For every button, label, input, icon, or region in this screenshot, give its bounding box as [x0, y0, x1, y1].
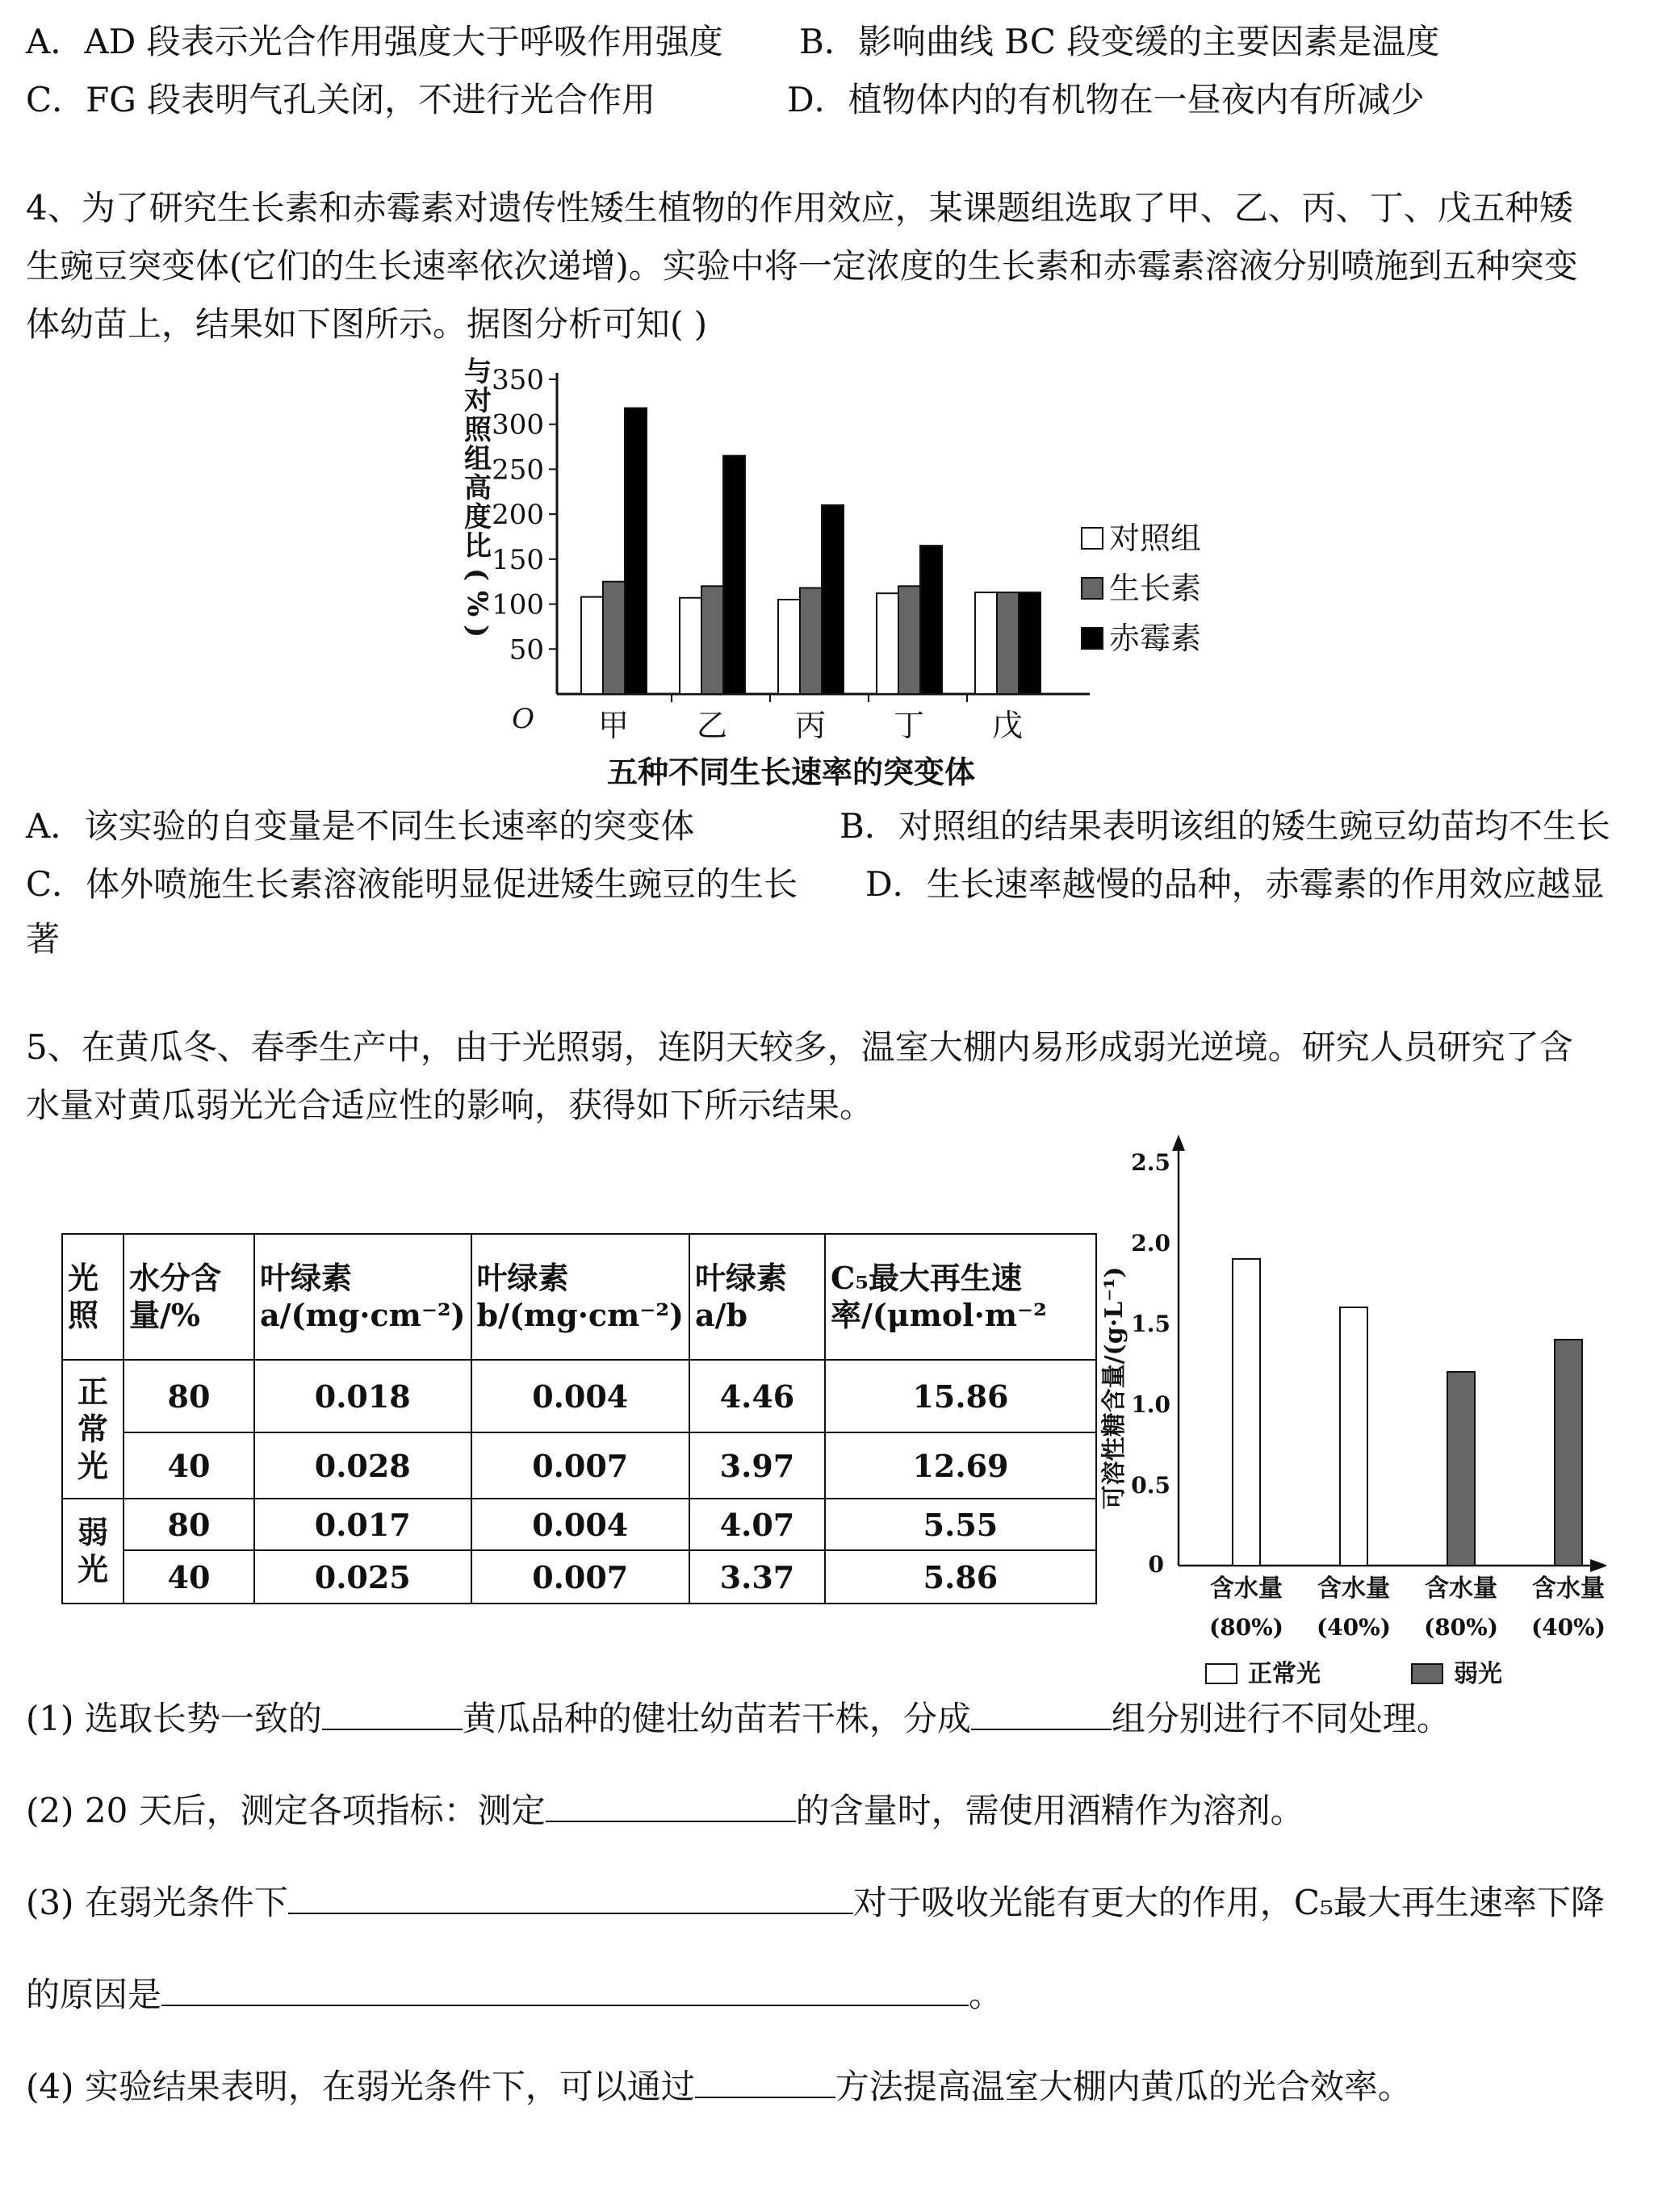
q4-option-a: A．该实验的自变量是不同生长速率的突变体	[26, 806, 695, 846]
q4-stem-line-3: 体幼苗上，结果如下图所示。据图分析可知( )	[26, 304, 708, 344]
x-axis-label: 五种不同生长速率的突变体	[606, 754, 976, 790]
y-axis-label-char: 对	[464, 385, 492, 417]
q5-stem-line-2: 水量对黄瓜弱光光合适应性的影响，获得如下所示结果。	[26, 1085, 874, 1125]
x-tick-label-sub: (80%)	[1208, 1614, 1284, 1641]
table-cell: 0.025	[254, 1550, 471, 1604]
y-tick-label: 200	[492, 499, 544, 532]
table-cell: 0.007	[471, 1550, 689, 1604]
q5-sub-4-text-b: 方法提高温室大棚内黄瓜的光合效率。	[835, 2067, 1412, 2106]
y-tick-label: 0.5	[1131, 1472, 1170, 1499]
q5-sub-3-text-a: (3) 在弱光条件下	[26, 1883, 288, 1922]
q5-sub-1-blank-2[interactable]	[971, 1696, 1112, 1730]
chlorophyll-data-table	[61, 1233, 1097, 1604]
q5-sub-3-text-b: 对于吸收光能有更大的作用，C₅最大再生速率下降	[852, 1883, 1605, 1922]
legend-swatch-赤霉素	[1082, 628, 1103, 649]
q5-sub-1-text-b: 黄瓜品种的健壮幼苗若干株，分成	[462, 1699, 971, 1738]
table-cell: 15.86	[825, 1360, 1096, 1432]
y-tick-label: 300	[492, 408, 544, 441]
bar-生长素	[898, 586, 920, 694]
bar-生长素	[997, 592, 1019, 694]
y-axis-label: 可溶性糖含量/(g·L⁻¹)	[1100, 1266, 1128, 1510]
x-tick-label-sub: (40%)	[1316, 1614, 1392, 1641]
x-axis-arrow	[1590, 1559, 1606, 1572]
q5-sub-3-blank-2[interactable]	[161, 1972, 969, 2006]
x-tick-label: 丁	[893, 708, 925, 743]
header-light: 光照	[62, 1234, 124, 1360]
bar-生长素	[603, 582, 625, 694]
x-tick-label: 含水量	[1532, 1574, 1605, 1603]
table-cell: 40	[124, 1550, 254, 1604]
q5-sub-1	[26, 1696, 1451, 1740]
q5-sub-1-blank-1[interactable]	[322, 1696, 463, 1730]
q5-sub-1-text-a: (1) 选取长势一致的	[26, 1699, 322, 1738]
bar-赤霉素	[822, 505, 844, 694]
q4-option-d-continued: 著	[26, 919, 61, 959]
table-cell: 80	[124, 1499, 254, 1550]
legend-label-弱光: 弱光	[1454, 1660, 1502, 1688]
legend-label-生长素: 生长素	[1109, 571, 1202, 606]
table-cell: 4.46	[689, 1360, 825, 1432]
x-tick-label: 含水量	[1317, 1574, 1390, 1603]
table-cell: 5.86	[825, 1550, 1096, 1604]
legend-swatch-正常光	[1206, 1664, 1237, 1683]
q5-sub-3-text-c: 的原因是	[26, 1975, 162, 2014]
x-tick-label: 丙	[794, 708, 827, 743]
y-axis-label-char: 比	[464, 530, 492, 562]
table-cell: 0.004	[471, 1360, 689, 1432]
q5-sub-4-text-a: (4) 实验结果表明，在弱光条件下，可以通过	[26, 2067, 695, 2106]
y-axis-arrow	[1172, 1135, 1185, 1151]
y-axis-label-char: )	[461, 624, 493, 638]
table-cell: 0.018	[254, 1360, 471, 1432]
header-water-content: 水分含量/%	[124, 1234, 254, 1360]
bar-赤霉素	[723, 456, 745, 694]
legend-label-对照组: 对照组	[1109, 521, 1202, 556]
bar	[1233, 1259, 1260, 1566]
x-tick-label-sub: (80%)	[1423, 1614, 1499, 1641]
header-chlorophyll-b: 叶绿素b/(mg·cm⁻²)	[471, 1234, 689, 1360]
y-tick-label: 250	[492, 454, 544, 487]
legend-swatch-生长素	[1082, 578, 1103, 599]
q4-stem-line-1: 4、为了研究生长素和赤霉素对遗传性矮生植物的作用效应，某课题组选取了甲、乙、丙、丁、戊五种矮	[26, 188, 1573, 228]
q5-sub-2	[26, 1788, 1304, 1832]
table-cell: 4.07	[689, 1499, 825, 1550]
y-axis-label-char: %	[461, 590, 493, 617]
x-tick-label-sub: (40%)	[1530, 1614, 1606, 1641]
table-row	[62, 1432, 1096, 1499]
q5-sub-2-text-a: (2) 20 天后，测定各项指标：测定	[26, 1791, 546, 1830]
legend-label-正常光: 正常光	[1248, 1660, 1321, 1688]
table-cell: 12.69	[825, 1432, 1096, 1499]
y-axis-label-char: 与	[464, 356, 492, 388]
bar-对照组	[975, 592, 997, 694]
x-tick-label: 甲	[597, 708, 630, 743]
bar-赤霉素	[1019, 592, 1040, 694]
q3-option-b: B．影响曲线 BC 段变缓的主要因素是温度	[799, 22, 1440, 61]
y-tick-label: 100	[492, 588, 544, 621]
table-cell: 0.004	[471, 1499, 689, 1550]
y-axis-label-char: 组	[464, 443, 492, 475]
q4-option-b: B．对照组的结果表明该组的矮生豌豆幼苗均不生长	[840, 806, 1610, 846]
table-cell: 0.028	[254, 1432, 471, 1499]
legend-label-赤霉素: 赤霉素	[1109, 621, 1202, 656]
y-tick-label: 1.5	[1131, 1311, 1170, 1337]
table-cell: 0.007	[471, 1432, 689, 1499]
y-axis-label-char: 照	[464, 414, 492, 446]
bar-赤霉素	[625, 408, 647, 694]
q3-option-c: C．FG 段表明气孔关闭，不进行光合作用	[26, 80, 656, 119]
q5-sub-3-text-d: 。	[969, 1975, 1003, 2014]
x-tick-label: 戊	[991, 708, 1024, 743]
bar	[1447, 1372, 1475, 1566]
q5-sub-4	[26, 2064, 1412, 2108]
x-tick-label: 含水量	[1425, 1574, 1497, 1603]
q4-stem-line-2: 生豌豆突变体(它们的生长速率依次递增)。实验中将一定浓度的生长素和赤霉素溶液分别喷施到五种突变	[26, 246, 1578, 286]
q5-stem-line-1: 5、在黄瓜冬、春季生产中，由于光照弱，连阴天较多，温室大棚内易形成弱光逆境。研究人员研究了含	[26, 1027, 1573, 1067]
table-cell: 3.37	[689, 1550, 825, 1604]
table-cell: 80	[124, 1360, 254, 1432]
bar-赤霉素	[920, 546, 942, 694]
y-axis-label-char: 度	[464, 501, 492, 533]
q5-sub-2-blank[interactable]	[546, 1788, 796, 1822]
origin-label: 0	[1148, 1551, 1164, 1578]
bar-对照组	[877, 593, 898, 694]
x-tick-label: 乙	[696, 708, 728, 743]
q5-sub-2-text-b: 的含量时，需使用酒精作为溶剂。	[795, 1791, 1304, 1830]
bar-对照组	[778, 600, 800, 694]
q3-option-d: D．植物体内的有机物在一昼夜内有所减少	[787, 80, 1425, 119]
header-c5-regeneration-rate: C₅最大再生速率/(μmol·m⁻²	[825, 1234, 1096, 1360]
header-chlorophyll-a: 叶绿素a/(mg·cm⁻²)	[254, 1234, 471, 1360]
q4-option-d: D．生长速率越慢的品种，赤霉素的作用效应越显	[865, 864, 1605, 904]
table-row	[62, 1550, 1096, 1604]
legend-swatch-弱光	[1412, 1664, 1442, 1683]
bar	[1555, 1340, 1582, 1566]
q5-sub-3	[26, 1880, 1605, 1924]
bar	[1340, 1307, 1367, 1566]
soluble-sugar-bar-chart	[1090, 1130, 1606, 1711]
group-normal-light: 正常光	[62, 1360, 124, 1499]
table-cell: 3.97	[689, 1432, 825, 1499]
bar-生长素	[800, 588, 822, 694]
x-tick-label: 含水量	[1210, 1574, 1283, 1603]
y-tick-label: 2.0	[1131, 1230, 1170, 1257]
q5-sub-3-blank-1[interactable]	[288, 1880, 853, 1914]
y-axis-label-char: (	[461, 567, 493, 582]
q4-option-c: C．体外喷施生长素溶液能明显促进矮生豌豆的生长	[26, 864, 798, 904]
y-axis-label-char: 高	[464, 472, 492, 504]
y-tick-label: 50	[509, 633, 544, 667]
table-cell: 5.55	[825, 1499, 1096, 1550]
table-cell: 40	[124, 1432, 254, 1499]
table-cell: 0.017	[254, 1499, 471, 1550]
q3-option-a: A．AD 段表示光合作用强度大于呼吸作用强度	[26, 22, 723, 61]
y-tick-label: 2.5	[1131, 1149, 1170, 1176]
y-tick-label: 350	[492, 364, 544, 396]
bar-对照组	[581, 597, 603, 694]
legend-swatch-对照组	[1082, 528, 1103, 549]
group-weak-light: 弱光	[62, 1499, 124, 1604]
q5-sub-4-blank[interactable]	[695, 2064, 835, 2098]
table-row	[62, 1360, 1096, 1432]
table-row	[62, 1499, 1096, 1550]
y-tick-label: 1.0	[1131, 1391, 1170, 1418]
origin-label: O	[512, 703, 534, 735]
q5-sub-1-text-c: 组分别进行不同处理。	[1111, 1699, 1451, 1738]
q5-sub-3-continued	[26, 1972, 1003, 2016]
header-chlorophyll-ab-ratio: 叶绿素a/b	[689, 1234, 825, 1360]
y-tick-label: 150	[492, 543, 544, 576]
bar-对照组	[680, 598, 701, 694]
mutant-height-bar-chart	[436, 355, 1292, 791]
bar-生长素	[701, 586, 723, 694]
